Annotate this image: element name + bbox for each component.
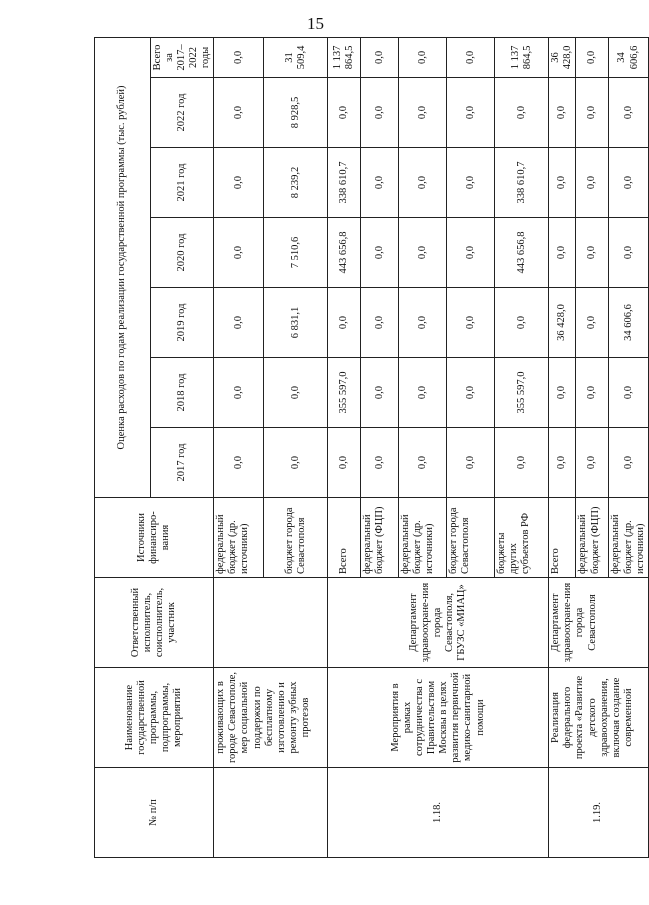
financing-table [94, 37, 649, 858]
header-executor: Ответственный исполнитель, соисполнитель, участник [95, 578, 214, 668]
row-executor: Департамент здравоохране-ния города Севастополя, ГБУЗС «МИАЦ» [328, 578, 549, 668]
cell-value: 0,0 [214, 78, 264, 148]
cell-value: 338 610,7 [495, 148, 549, 218]
cell-value: 0,0 [495, 78, 549, 148]
cell-value: 0,0 [447, 428, 495, 498]
cell-value: 0,0 [214, 218, 264, 288]
header-year: 2017 год [151, 428, 214, 498]
row-num: 1.19. [549, 768, 648, 858]
cell-value: 0,0 [576, 78, 609, 148]
cell-total: 0,0 [447, 37, 495, 77]
cell-value: 0,0 [447, 218, 495, 288]
table-row [549, 37, 576, 857]
cell-value: 0,0 [549, 428, 576, 498]
header-name: Наименование государственной программы, подпрограммы, мероприятий [95, 668, 214, 768]
cell-value: 8 928,5 [264, 78, 328, 148]
cell-value: 7 510,6 [264, 218, 328, 288]
cell-value: 0,0 [576, 288, 609, 358]
cell-value: 0,0 [495, 288, 549, 358]
cell-total: 1 137 864,5 [495, 37, 549, 77]
rotated-table-container [94, 38, 646, 858]
cell-value: 0,0 [447, 148, 495, 218]
row-executor: Департамент здравоохране-ния города Севастополя [549, 578, 648, 668]
cell-value: 0,0 [361, 288, 399, 358]
cell-value: 0,0 [609, 358, 648, 428]
cell-value: 0,0 [609, 148, 648, 218]
cell-value: 0,0 [609, 218, 648, 288]
cell-value: 0,0 [576, 148, 609, 218]
row-name: проживающих в городе Севастополе, мер социальной поддержки по бесплатному изготовлению и ремонту зубных протезов [214, 668, 328, 768]
cell-value: 0,0 [576, 358, 609, 428]
cell-value: 0,0 [328, 78, 361, 148]
row-source: федеральный бюджет (др. источники) [609, 498, 648, 578]
cell-value: 0,0 [399, 358, 447, 428]
row-source: Всего [328, 498, 361, 578]
cell-total: 34 606,6 [609, 37, 648, 77]
cell-value: 0,0 [447, 78, 495, 148]
cell-value: 0,0 [549, 218, 576, 288]
row-source: федеральный бюджет (ФЦП) [361, 498, 399, 578]
cell-total: 0,0 [399, 37, 447, 77]
cell-value: 443 656,8 [495, 218, 549, 288]
row-source: федеральный бюджет (др. источники) [214, 498, 264, 578]
cell-total: 1 137 864,5 [328, 37, 361, 77]
cell-total: 0,0 [214, 37, 264, 77]
table-row [214, 37, 264, 857]
cell-value: 355 597,0 [495, 358, 549, 428]
header-year: 2018 год [151, 358, 214, 428]
cell-value: 0,0 [447, 288, 495, 358]
cell-value: 0,0 [214, 288, 264, 358]
cell-value: 0,0 [264, 358, 328, 428]
cell-value: 0,0 [361, 148, 399, 218]
cell-value: 0,0 [447, 358, 495, 428]
cell-value: 443 656,8 [328, 218, 361, 288]
header-year: 2020 год [151, 218, 214, 288]
cell-value: 0,0 [328, 428, 361, 498]
cell-value: 0,0 [361, 428, 399, 498]
row-source: Всего [549, 498, 576, 578]
cell-total: 0,0 [361, 37, 399, 77]
header-year: 2019 год [151, 288, 214, 358]
cell-value: 0,0 [399, 288, 447, 358]
cell-value: 355 597,0 [328, 358, 361, 428]
cell-value: 0,0 [549, 148, 576, 218]
row-name: Мероприятия в рамках сотрудничества с Правительством Москвы в целях развития первичной медико-санитарной помощи [328, 668, 549, 768]
cell-value: 0,0 [264, 428, 328, 498]
row-source: бюджет города Севастополя [447, 498, 495, 578]
cell-value: 36 428,0 [549, 288, 576, 358]
cell-value: 34 606,6 [609, 288, 648, 358]
cell-value: 0,0 [328, 288, 361, 358]
cell-value: 0,0 [609, 428, 648, 498]
row-executor [214, 578, 328, 668]
cell-value: 0,0 [399, 218, 447, 288]
page-number: 15 [307, 14, 324, 33]
cell-value: 6 831,1 [264, 288, 328, 358]
header-year: 2021 год [151, 148, 214, 218]
cell-value: 0,0 [549, 78, 576, 148]
row-source: федеральный бюджет (ФЦП) [576, 498, 609, 578]
cell-value: 0,0 [361, 218, 399, 288]
cell-value: 0,0 [214, 148, 264, 218]
cell-value: 0,0 [576, 428, 609, 498]
cell-value: 0,0 [214, 428, 264, 498]
header-year: 2022 год [151, 78, 214, 148]
row-source: бюджет города Севастополя [264, 498, 328, 578]
cell-value: 0,0 [609, 78, 648, 148]
cell-value: 0,0 [361, 358, 399, 428]
cell-total: 31 509,4 [264, 37, 328, 77]
row-num [214, 768, 328, 858]
cell-value: 8 239,2 [264, 148, 328, 218]
header-total: Всего за 2017–2022 годы [151, 37, 214, 77]
cell-value: 0,0 [361, 78, 399, 148]
cell-value: 0,0 [214, 358, 264, 428]
cell-total: 0,0 [576, 37, 609, 77]
header-estimate: Оценка расходов по годам реализации государственной программы (тыс. рублей) [95, 37, 151, 497]
cell-value: 0,0 [399, 78, 447, 148]
cell-value: 0,0 [399, 428, 447, 498]
cell-value: 0,0 [576, 218, 609, 288]
table-row [328, 37, 361, 857]
row-source: федеральный бюджет (др. источники) [399, 498, 447, 578]
cell-value: 0,0 [399, 148, 447, 218]
cell-value: 0,0 [549, 358, 576, 428]
row-num: 1.18. [328, 768, 549, 858]
cell-value: 0,0 [495, 428, 549, 498]
header-num: № п/п [95, 768, 214, 858]
cell-value: 338 610,7 [328, 148, 361, 218]
row-name: Реализация федерального проекта «Развитие детского здравоохранения, включая создание современной [549, 668, 648, 768]
cell-total: 36 428,0 [549, 37, 576, 77]
header-source: Источники финансиро-вания [95, 498, 214, 578]
row-source: бюджеты других субъектов РФ [495, 498, 549, 578]
